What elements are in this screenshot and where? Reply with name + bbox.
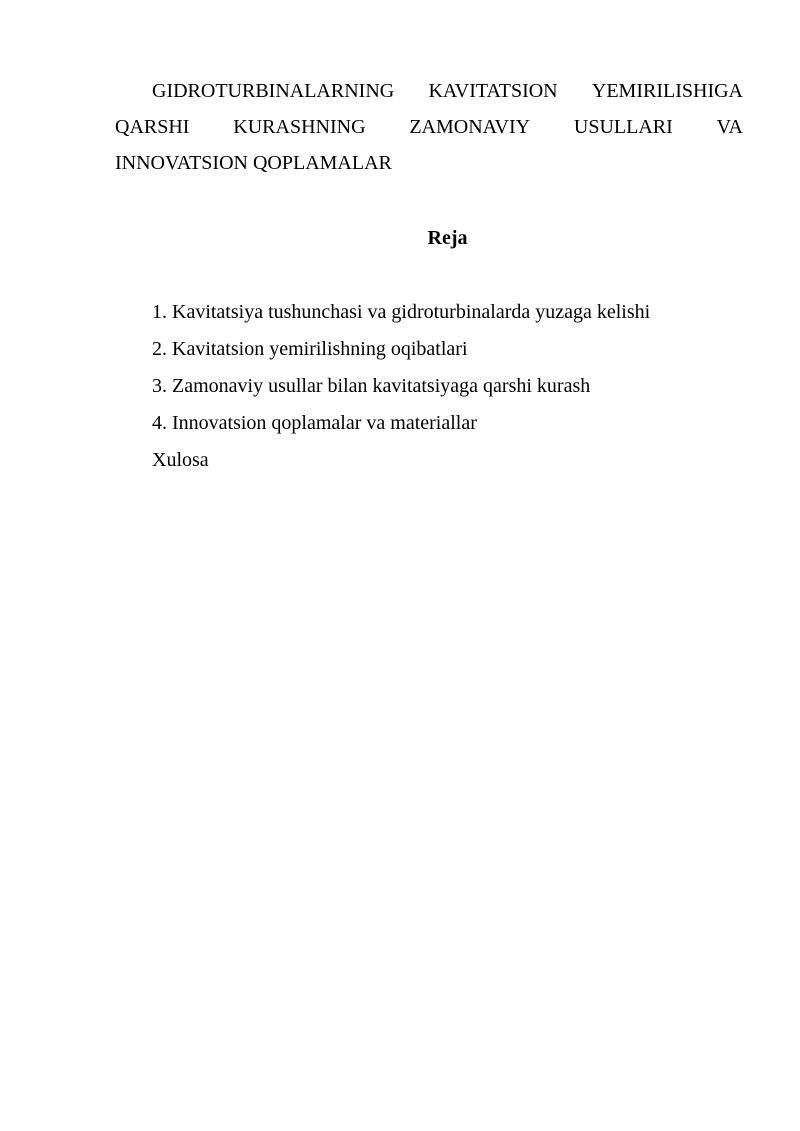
title-word: KAVITATSION bbox=[428, 80, 558, 102]
title-word: INNOVATSION QOPLAMALAR bbox=[115, 152, 392, 174]
title-word: USULLARI bbox=[573, 116, 673, 138]
title-word: QARSHI bbox=[115, 116, 190, 138]
plan-item: 2. Kavitatsion yemirilishning oqibatlari bbox=[152, 338, 468, 360]
plan-heading: Reja bbox=[427, 227, 468, 249]
title-line-1 bbox=[115, 73, 743, 109]
plan-item: 4. Innovatsion qoplamalar va materiallar bbox=[152, 412, 477, 434]
title-word: ZAMONAVIY bbox=[409, 116, 531, 138]
title-line-3 bbox=[115, 145, 743, 181]
plan-item-conclusion: Xulosa bbox=[152, 449, 209, 471]
plan-item: 1. Kavitatsiya tushunchasi va gidroturbinalarda yuzaga kelishi bbox=[152, 301, 651, 323]
plan-list bbox=[152, 294, 650, 479]
title-word: GIDROTURBINALARNING bbox=[152, 80, 395, 102]
title-word: KURASHNING bbox=[233, 116, 366, 138]
document-title bbox=[115, 73, 743, 181]
title-word: YEMIRILISHIGA bbox=[591, 80, 743, 102]
plan-item: 3. Zamonaviy usullar bilan kavitatsiyaga qarshi kurash bbox=[152, 375, 591, 397]
title-line-2 bbox=[115, 109, 743, 145]
title-word: VA bbox=[716, 116, 743, 138]
